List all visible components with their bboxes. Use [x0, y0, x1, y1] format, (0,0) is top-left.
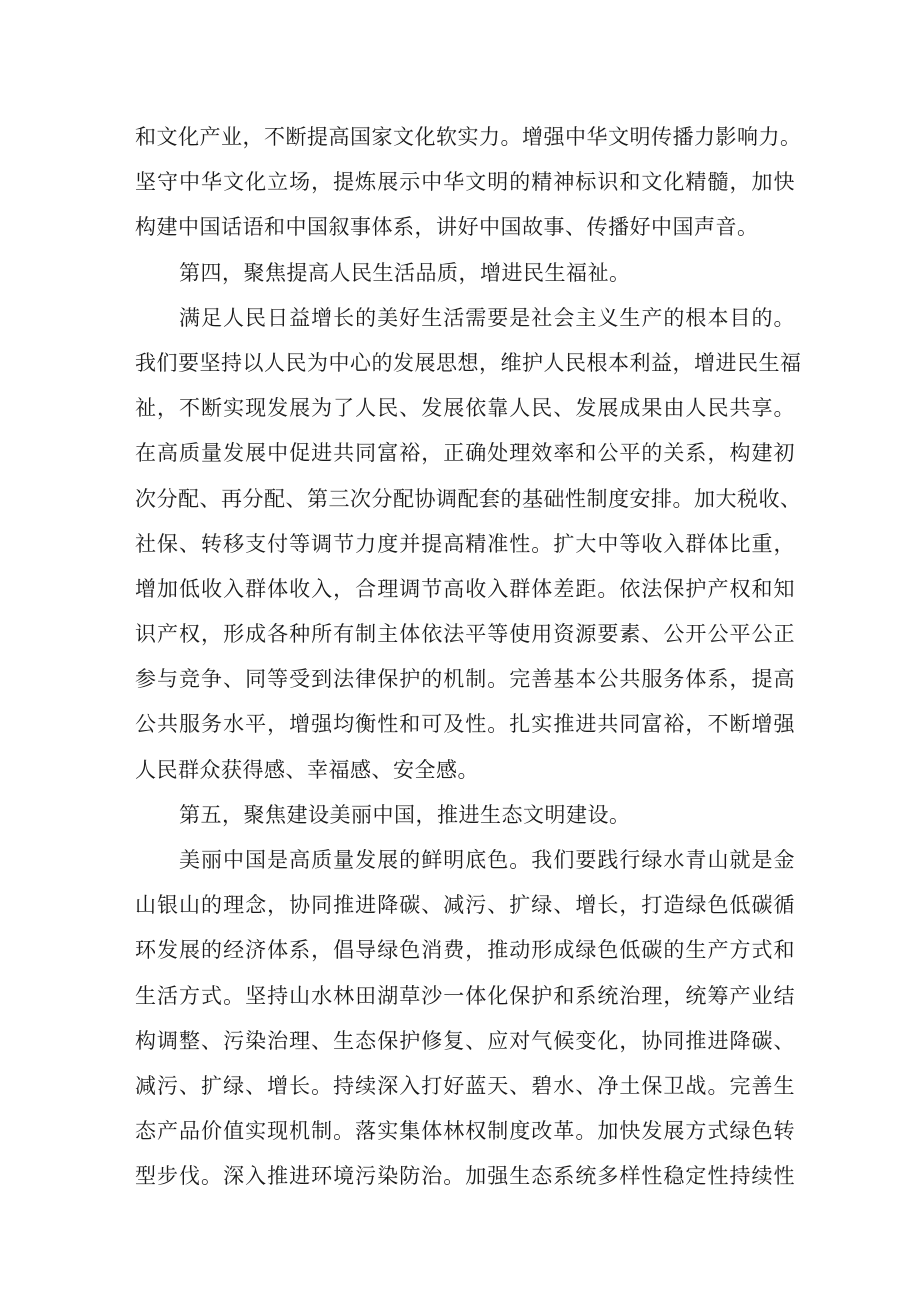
- text-line: 构调整、污染治理、生态保护修复、应对气候变化，协同推进降碳、: [135, 1028, 795, 1053]
- text-line: 增加低收入群体收入，合理调节高收入群体差距。依法保护产权和知: [135, 576, 795, 601]
- text-line: 识产权，形成各种所有制主体依法平等使用资源要素、公开公平公正: [135, 622, 795, 647]
- document-body: [135, 115, 802, 1200]
- text-line: 美丽中国是高质量发展的鲜明底色。我们要践行绿水青山就是金: [179, 848, 795, 872]
- text-line: 型步伐。深入推进环境污染防治。加强生态系统多样性稳定性持续性: [135, 1164, 795, 1189]
- text-line: 祉，不断实现发展为了人民、发展依靠人民、发展成果由人民共享。: [135, 396, 795, 421]
- text-line: 我们要坚持以人民为中心的发展思想，维护人民根本利益，增进民生福: [135, 350, 802, 375]
- text-line: 减污、扩绿、增长。持续深入打好蓝天、碧水、净土保卫战。完善生: [135, 1073, 795, 1098]
- text-line: 和文化产业，不断提高国家文化软实力。增强中华文明传播力影响力。: [135, 125, 802, 149]
- text-line: 环发展的经济体系，倡导绿色消费，推动形成绿色低碳的生产方式和: [135, 938, 795, 963]
- text-line: 构建中国话语和中国叙事体系，讲好中国故事、传播好中国声音。: [135, 215, 759, 240]
- text-line: 参与竞争、同等受到法律保护的机制。完善基本公共服务体系，提高: [135, 667, 795, 692]
- text-line: 态产品价值实现机制。落实集体林权制度改革。加快发展方式绿色转: [135, 1119, 795, 1144]
- text-line: 山银山的理念，协同推进降碳、减污、扩绿、增长，打造绿色低碳循: [135, 893, 795, 918]
- text-line: 坚守中华文化立场，提炼展示中华文明的精神标识和文化精髓，加快: [135, 170, 795, 195]
- text-line: 次分配、再分配、第三次分配协调配套的基础性制度安排。加大税收、: [135, 486, 802, 511]
- text-line: 公共服务水平，增强均衡性和可及性。扎实推进共同富裕，不断增强: [135, 712, 795, 737]
- text-line: 第四，聚焦提高人民生活品质，增进民生福祉。: [179, 260, 631, 285]
- text-line: 在高质量发展中促进共同富裕，正确处理效率和公平的关系，构建初: [135, 441, 795, 466]
- text-line: 第五，聚焦建设美丽中国，推进生态文明建设。: [179, 802, 631, 827]
- text-line: 人民群众获得感、幸福感、安全感。: [135, 757, 479, 782]
- text-line: 社保、转移支付等调节力度并提高精准性。扩大中等收入群体比重，: [135, 531, 795, 556]
- text-line: 生活方式。坚持山水林田湖草沙一体化保护和系统治理，统筹产业结: [135, 983, 795, 1008]
- text-line: 满足人民日益增长的美好生活需要是社会主义生产的根本目的。: [179, 305, 795, 330]
